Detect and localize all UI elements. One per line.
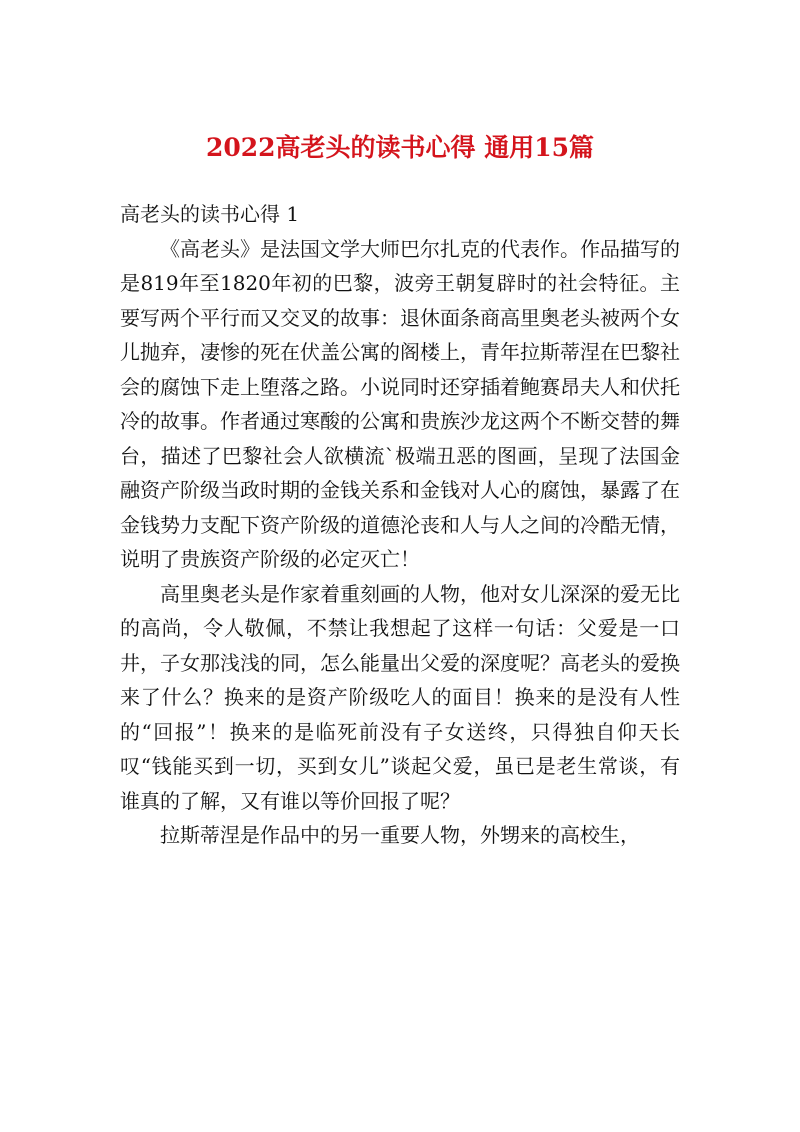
paragraph-3: 拉斯蒂涅是作品中的另一重要人物，外甥来的高校生， (160, 823, 640, 847)
document-title: 2022高老头的读书心得 通用15篇 (205, 133, 595, 162)
paragraph-2: 高里奥老头是作家着重刻画的人物，他对女儿深深的爱无比的高尚，令人敬佩，不禁让我想起了这样一句话：父爱是一口井，子女那浅浅的同，怎么能量出父爱的深度呢？高老头的爱换来了什么？换来的是资产阶级吃人的面目！换来的是没有人性的“回报”！换来的是临死前没有子女送终，只得独自仰天长叹“钱能买到一切，买到女儿”谈起父爱，虽已是老生常谈，有谁真的了解，又有谁以等价回报了呢？ (120, 581, 680, 813)
document-body (120, 197, 680, 853)
paragraph-1: 《高老头》是法国文学大师巴尔扎克的代表作。作品描写的是819年至1820年初的巴黎，波旁王朝复辟时的社会特征。主要写两个平行而又交叉的故事：退休面条商高里奥老头被两个女儿抛弃，凄惨的死在伏盖公寓的阁楼上，青年拉斯蒂涅在巴黎社会的腐蚀下走上堕落之路。小说同时还穿插着鲍赛昂夫人和伏托冷的故事。作者通过寒酸的公寓和贵族沙龙这两个不断交替的舞台，描述了巴黎社会人欲横流`极端丑恶的图画，呈现了法国金融资产阶级当政时期的金钱关系和金钱对人心的腐蚀，暴露了在金钱势力支配下资产阶级的道德沦丧和人与人之间的冷酷无情，说明了贵族资产阶级的必定灭亡！ (120, 236, 680, 571)
section-heading: 高老头的读书心得 1 (120, 202, 300, 226)
